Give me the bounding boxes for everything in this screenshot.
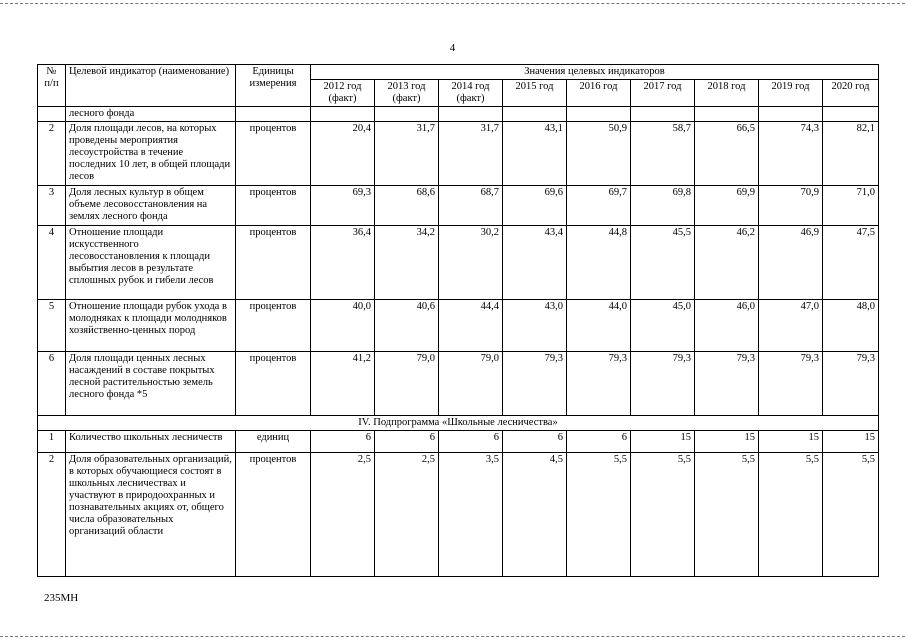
- header-year: 2014 год (факт): [439, 80, 503, 107]
- row-unit: процентов: [236, 122, 311, 186]
- row-value: 82,1: [823, 122, 879, 186]
- table-row: [38, 226, 879, 300]
- row-value: 44,4: [439, 300, 503, 352]
- row-value: 58,7: [631, 122, 695, 186]
- continuation-row: [38, 107, 879, 122]
- row-number: 5: [38, 300, 66, 352]
- row-value: 31,7: [439, 122, 503, 186]
- header-year: 2013 год (факт): [375, 80, 439, 107]
- row-number: 2: [38, 122, 66, 186]
- header-year: 2012 год (факт): [311, 80, 375, 107]
- row-value: 50,9: [567, 122, 631, 186]
- row-value: 70,9: [759, 186, 823, 226]
- row-value: 79,3: [823, 352, 879, 416]
- header-year: 2020 год: [823, 80, 879, 107]
- continuation-text: лесного фонда: [66, 107, 236, 122]
- row-value: 15: [823, 431, 879, 453]
- header-year: 2015 год: [503, 80, 567, 107]
- row-value: 6: [375, 431, 439, 453]
- row-value: 15: [759, 431, 823, 453]
- row-value: 5,5: [567, 453, 631, 577]
- row-value: 4,5: [503, 453, 567, 577]
- row-value: 47,0: [759, 300, 823, 352]
- row-unit: процентов: [236, 186, 311, 226]
- row-value: 40,6: [375, 300, 439, 352]
- row-value: 2,5: [311, 453, 375, 577]
- row-value: 44,8: [567, 226, 631, 300]
- row-value: 69,6: [503, 186, 567, 226]
- row-value: 46,0: [695, 300, 759, 352]
- row-indicator-name: Доля образовательных организаций, в которых обучающиеся состоят в школьных лесничествах и участвуют в природоохранных и познавательных акциях от, общего числа образовательных организаций области: [66, 453, 236, 577]
- row-number: 6: [38, 352, 66, 416]
- header-year: 2018 год: [695, 80, 759, 107]
- row-value: 68,6: [375, 186, 439, 226]
- row-value: 5,5: [759, 453, 823, 577]
- header-year: 2016 год: [567, 80, 631, 107]
- header-unit: Единицы измерения: [236, 65, 311, 107]
- row-value: 79,0: [375, 352, 439, 416]
- row-value: 20,4: [311, 122, 375, 186]
- row-indicator-name: Количество школьных лесничеств: [66, 431, 236, 453]
- row-indicator-name: Отношение площади рубок ухода в молодняках к площади молодняков хозяйственно-ценных пород: [66, 300, 236, 352]
- row-unit: процентов: [236, 226, 311, 300]
- row-value: 43,1: [503, 122, 567, 186]
- row-indicator-name: Доля площади лесов, на которых проведены мероприятия лесоустройства в течение последних 10 лет, в общей площади лесов: [66, 122, 236, 186]
- row-value: 68,7: [439, 186, 503, 226]
- row-value: 41,2: [311, 352, 375, 416]
- row-value: 3,5: [439, 453, 503, 577]
- table-row: [38, 352, 879, 416]
- header-values-group: Значения целевых индикаторов: [311, 65, 879, 80]
- row-value: 34,2: [375, 226, 439, 300]
- header-indicator: Целевой индикатор (наименование): [66, 65, 236, 107]
- row-value: 6: [567, 431, 631, 453]
- scan-bottom-edge: [0, 636, 905, 637]
- header-num: № п/п: [38, 65, 66, 107]
- row-value: 15: [631, 431, 695, 453]
- row-value: 6: [503, 431, 567, 453]
- table-row: [38, 431, 879, 453]
- scan-top-edge: [0, 3, 905, 4]
- row-unit: процентов: [236, 352, 311, 416]
- table-row: [38, 122, 879, 186]
- row-indicator-name: Доля площади ценных лесных насаждений в составе покрытых лесной растительностью земель лесного фонда *5: [66, 352, 236, 416]
- header-year: 2017 год: [631, 80, 695, 107]
- row-value: 46,2: [695, 226, 759, 300]
- row-value: 66,5: [695, 122, 759, 186]
- page-number: 4: [449, 42, 456, 54]
- section-title: IV. Подпрограмма «Школьные лесничества»: [38, 416, 879, 431]
- row-value: 69,8: [631, 186, 695, 226]
- row-value: 30,2: [439, 226, 503, 300]
- row-value: 46,9: [759, 226, 823, 300]
- row-value: 79,0: [439, 352, 503, 416]
- row-number: 1: [38, 431, 66, 453]
- row-value: 2,5: [375, 453, 439, 577]
- row-value: 15: [695, 431, 759, 453]
- row-number: 4: [38, 226, 66, 300]
- row-value: 6: [439, 431, 503, 453]
- row-value: 47,5: [823, 226, 879, 300]
- row-value: 6: [311, 431, 375, 453]
- indicators-table: [37, 64, 879, 577]
- row-unit: процентов: [236, 300, 311, 352]
- row-value: 69,3: [311, 186, 375, 226]
- row-value: 44,0: [567, 300, 631, 352]
- row-value: 5,5: [823, 453, 879, 577]
- row-value: 79,3: [503, 352, 567, 416]
- row-value: 31,7: [375, 122, 439, 186]
- table-row: [38, 453, 879, 577]
- row-value: 5,5: [631, 453, 695, 577]
- section-row: [38, 416, 879, 431]
- row-unit: процентов: [236, 453, 311, 577]
- document-code: 235МН: [44, 592, 79, 604]
- row-value: 36,4: [311, 226, 375, 300]
- row-value: 5,5: [695, 453, 759, 577]
- row-indicator-name: Доля лесных культур в общем объеме лесовосстановления на землях лесного фонда: [66, 186, 236, 226]
- row-value: 71,0: [823, 186, 879, 226]
- row-value: 40,0: [311, 300, 375, 352]
- table-body: [38, 107, 879, 577]
- table-row: [38, 300, 879, 352]
- row-unit: единиц: [236, 431, 311, 453]
- row-number: 2: [38, 453, 66, 577]
- table-row: [38, 186, 879, 226]
- row-number: 3: [38, 186, 66, 226]
- row-value: 79,3: [695, 352, 759, 416]
- row-value: 43,4: [503, 226, 567, 300]
- row-value: 45,5: [631, 226, 695, 300]
- header-year: 2019 год: [759, 80, 823, 107]
- row-value: 48,0: [823, 300, 879, 352]
- row-value: 69,7: [567, 186, 631, 226]
- row-value: 45,0: [631, 300, 695, 352]
- row-indicator-name: Отношение площади искусственного лесовосстановления к площади выбытия лесов в результате сплошных рубок и гибели лесов: [66, 226, 236, 300]
- row-value: 79,3: [759, 352, 823, 416]
- row-value: 74,3: [759, 122, 823, 186]
- row-value: 79,3: [631, 352, 695, 416]
- row-value: 79,3: [567, 352, 631, 416]
- row-value: 69,9: [695, 186, 759, 226]
- row-value: 43,0: [503, 300, 567, 352]
